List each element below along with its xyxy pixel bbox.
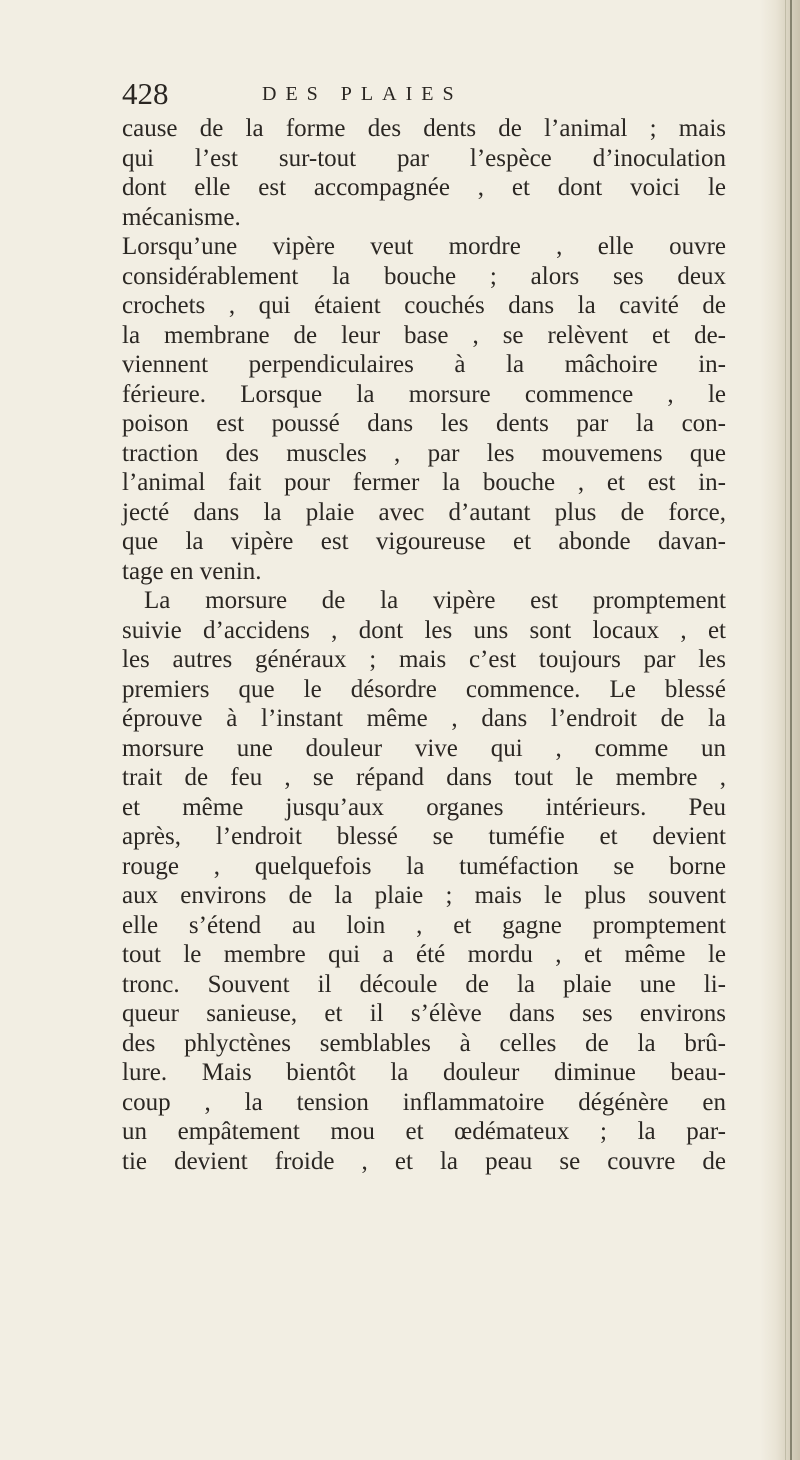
- text-line: des phlyctènes semblables à celles de la brû-: [122, 1029, 726, 1057]
- text-line: tie devient froide , et la peau se couvre de: [122, 1147, 726, 1175]
- text-line: cause de la forme des dents de l’animal ; mais: [122, 115, 726, 142]
- text-line: viennent perpendiculaires à la mâchoire in-: [122, 351, 726, 378]
- text-line: et même jusqu’aux organes intérieurs. Peu: [122, 793, 726, 821]
- text-line: queur sanieuse, et il s’élève dans ses environs: [122, 1000, 726, 1027]
- text-line: un empâtement mou et œdémateux ; la par-: [122, 1118, 726, 1145]
- text-line-paragraph-start: Lorsqu’une vipère veut mordre , elle ouvre: [122, 233, 726, 260]
- text-line: elle s’étend au loin , et gagne promptement: [122, 911, 726, 939]
- page-gutter-shadow: [760, 0, 800, 1460]
- page-header: [122, 76, 722, 116]
- text-line-paragraph-start: La morsure de la vipère est promptement: [144, 587, 726, 614]
- text-line: poison est poussé dans les dents par la con-: [122, 410, 726, 437]
- text-line: premiers que le désordre commence. Le blessé: [122, 675, 726, 703]
- binding-edge-line-faint: [785, 0, 786, 1460]
- text-line: que la vipère est vigoureuse et abonde davan-: [122, 528, 726, 555]
- running-title: DES PLAIES: [262, 83, 463, 105]
- text-line: tronc. Souvent il découle de la plaie une li-: [122, 970, 726, 998]
- text-line: aux environs de la plaie ; mais le plus souvent: [122, 882, 726, 909]
- text-line: qui l’est sur-tout par l’espèce d’inoculation: [122, 144, 726, 172]
- page-number: 428: [122, 76, 169, 111]
- text-line: crochets , qui étaient couchés dans la cavité de: [122, 292, 726, 319]
- text-line: trait de feu , se répand dans tout le membre ,: [122, 764, 726, 791]
- text-line: les autres généraux ; mais c’est toujours par les: [122, 646, 726, 673]
- text-line: morsure une douleur vive qui , comme un: [122, 734, 726, 762]
- text-line: dont elle est accompagnée , et dont voici le: [122, 174, 726, 201]
- text-line: lure. Mais bientôt la douleur diminue beau-: [122, 1059, 726, 1086]
- body-text: [122, 114, 726, 1176]
- text-line: rouge , quelquefois la tuméfaction se borne: [122, 852, 726, 880]
- text-line: mécanisme.: [122, 203, 241, 231]
- text-line: traction des muscles , par les mouvemens que: [122, 439, 726, 467]
- text-line: après, l’endroit blessé se tuméfie et devient: [122, 823, 726, 850]
- text-line: considérablement la bouche ; alors ses deux: [122, 262, 726, 290]
- text-line: férieure. Lorsque la morsure commence , le: [122, 380, 726, 408]
- binding-edge-line: [790, 0, 792, 1460]
- text-line: tage en venin.: [122, 557, 262, 585]
- text-line: tout le membre qui a été mordu , et même le: [122, 941, 726, 968]
- text-line: suivie d’accidens , dont les uns sont locaux , et: [122, 616, 726, 644]
- text-line: la membrane de leur base , se relèvent et de-: [122, 321, 726, 349]
- text-line: l’animal fait pour fermer la bouche , et est in-: [122, 469, 726, 496]
- text-line: coup , la tension inflammatoire dégénère en: [122, 1088, 726, 1116]
- text-line: éprouve à l’instant même , dans l’endroit de la: [122, 705, 726, 732]
- text-line: jecté dans la plaie avec d’autant plus de force,: [122, 498, 726, 526]
